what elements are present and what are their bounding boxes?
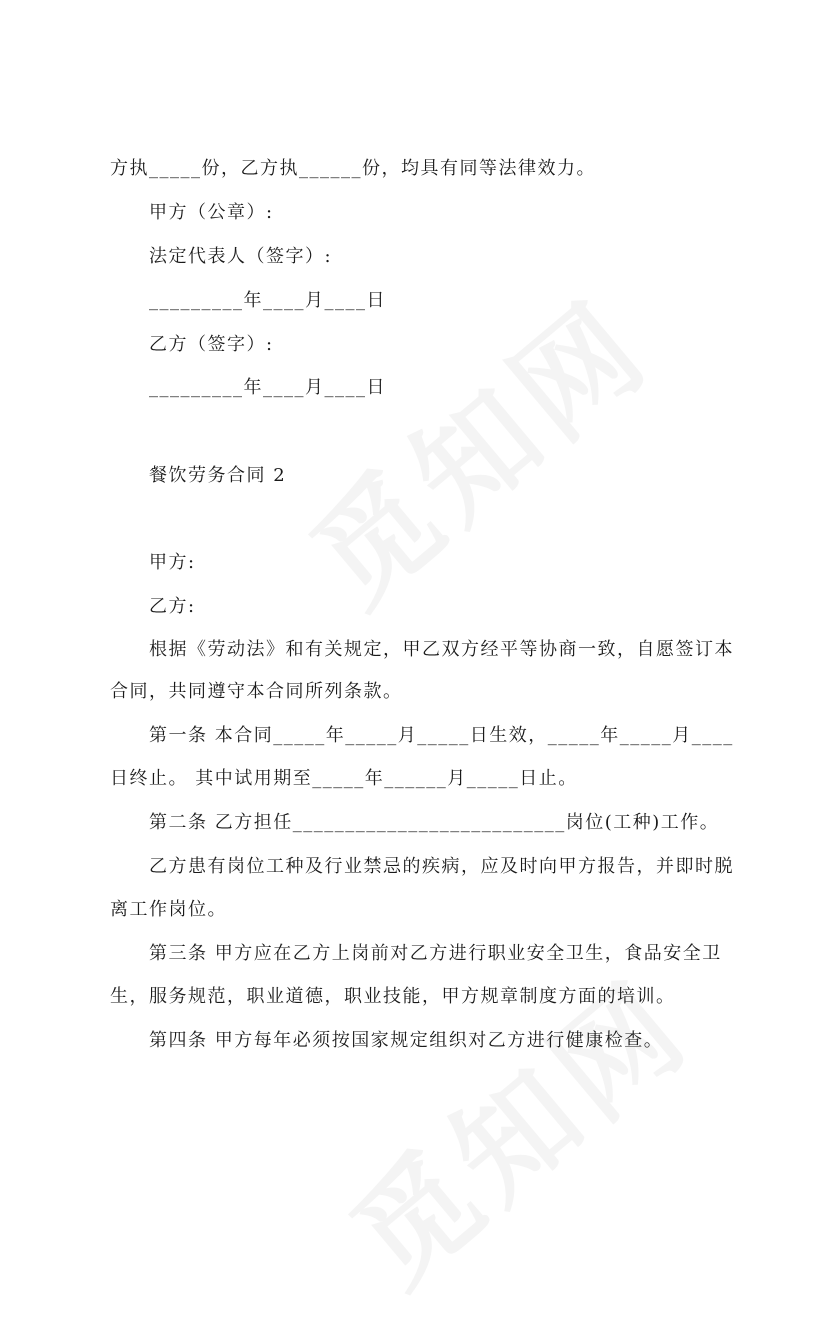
legal-representative: 法定代表人（签字）: <box>149 246 333 267</box>
article-3: 第三条 甲方应在乙方上岗前对乙方进行职业安全卫生，食品安全卫 <box>149 943 722 964</box>
article-2: 第二条 乙方担任__________________________岗位(工种)工作。 <box>149 812 720 833</box>
paragraph-illness-cont: 离工作岗位。 <box>110 899 227 920</box>
paragraph-copies: 方执_____份，乙方执______份，均具有同等法律效力。 <box>110 158 596 179</box>
party-a-seal: 甲方（公章）: <box>149 202 274 223</box>
article-3-cont: 生，服务规范，职业道德，职业技能，甲方规章制度方面的培训。 <box>110 986 676 1007</box>
date-line-a: _________年____月____日 <box>149 290 386 311</box>
party-b-label: 乙方: <box>149 596 196 617</box>
party-a-label: 甲方: <box>149 552 196 573</box>
paragraph-preamble-cont: 合同，共同遵守本合同所列条款。 <box>110 681 403 702</box>
article-1: 第一条 本合同_____年_____月_____日生效，_____年_____月____ <box>149 725 734 746</box>
paragraph-illness: 乙方患有岗位工种及行业禁忌的疾病，应及时向甲方报告，并即时脱 <box>149 856 734 877</box>
document-title: 餐饮劳务合同 2 <box>149 465 287 486</box>
article-4: 第四条 甲方每年必须按国家规定组织对乙方进行健康检查。 <box>149 1030 664 1051</box>
paragraph-preamble: 根据《劳动法》和有关规定，甲乙双方经平等协商一致，自愿签订本 <box>149 639 734 660</box>
date-line-b: _________年____月____日 <box>149 377 386 398</box>
party-b-signature: 乙方（签字）: <box>149 334 274 355</box>
article-1-cont: 日终止。 其中试用期至_____年______月_____日止。 <box>110 768 578 789</box>
